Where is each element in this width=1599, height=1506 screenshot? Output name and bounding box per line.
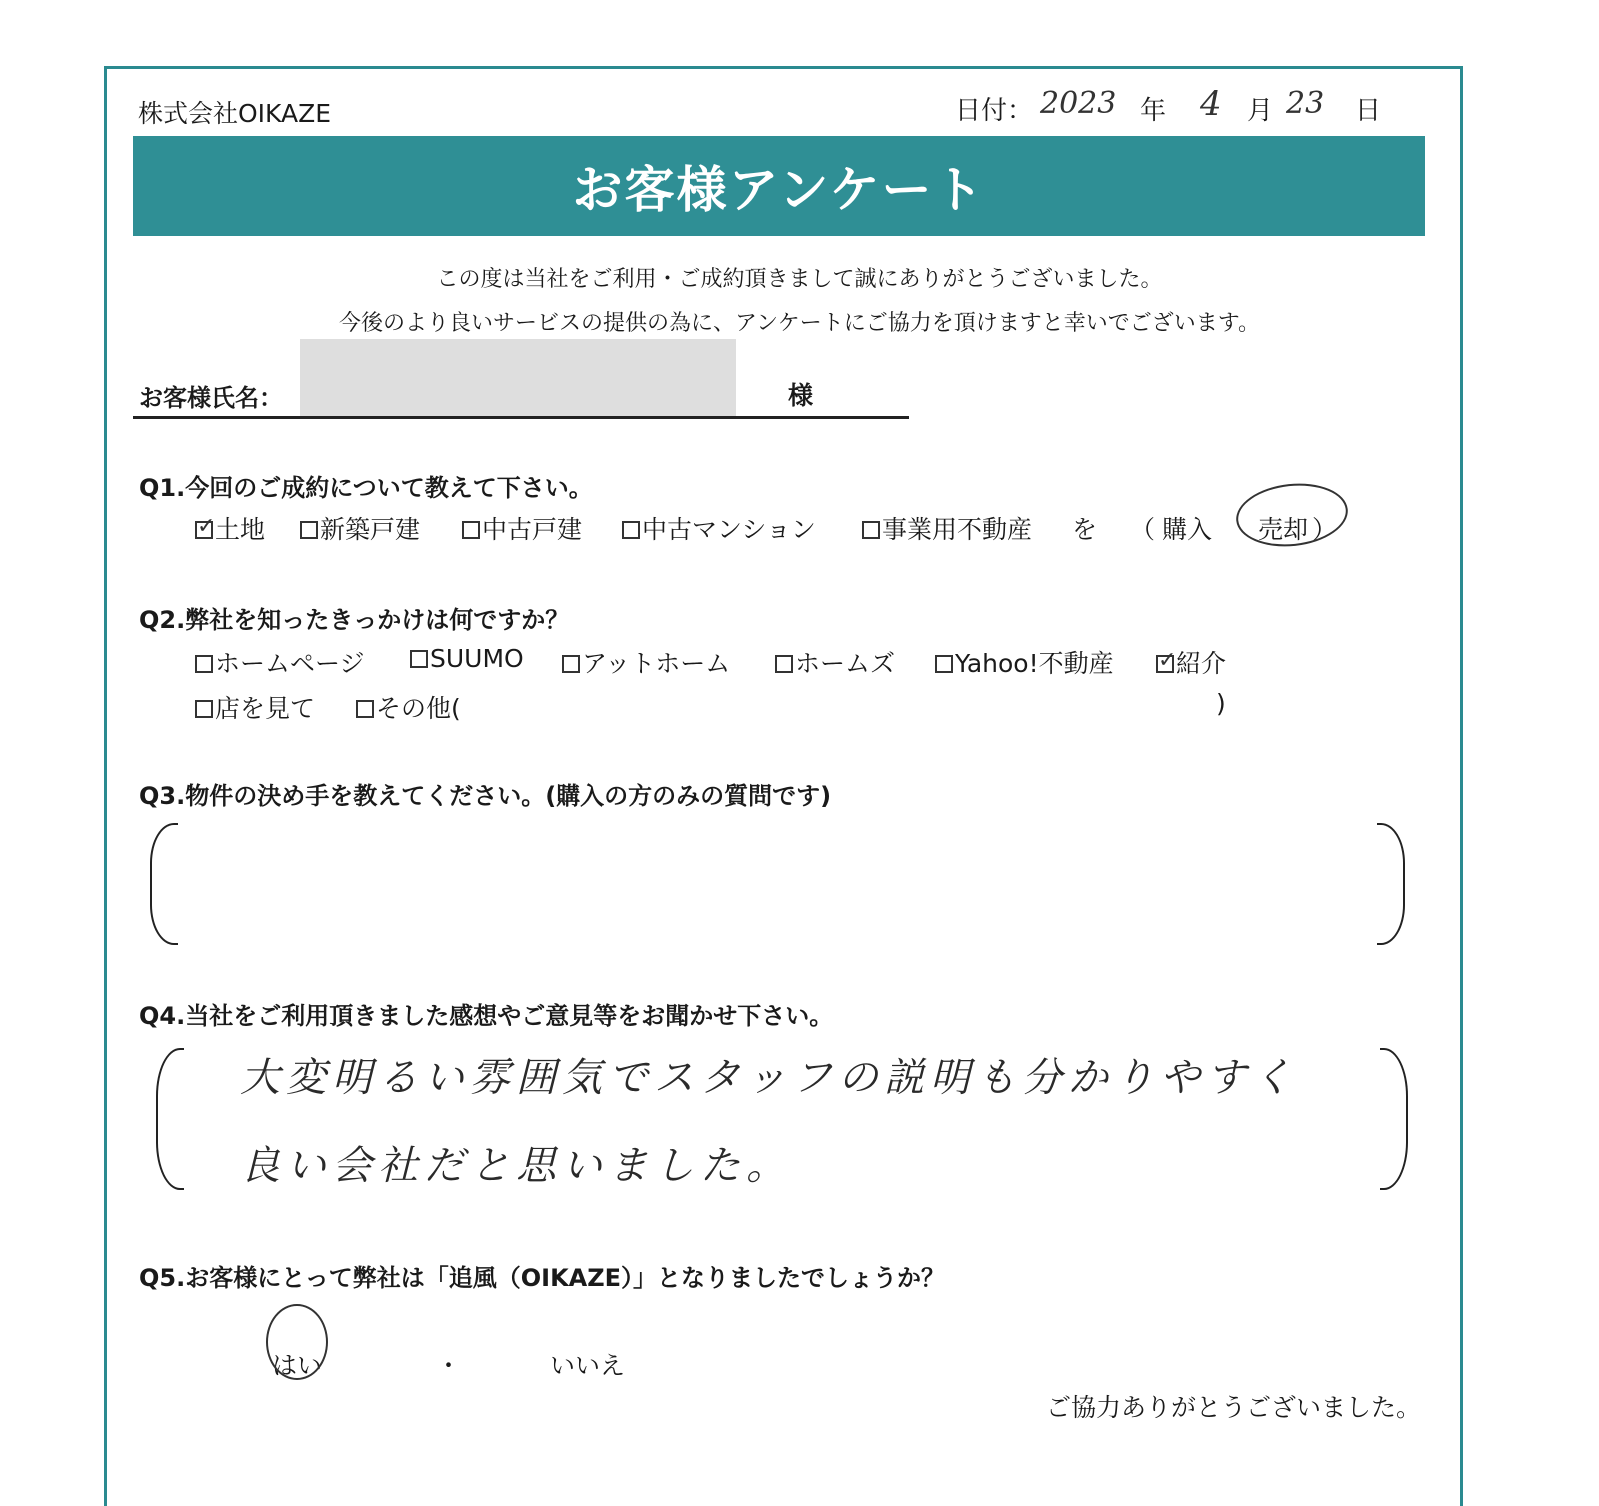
q1-option-used-mansion[interactable]: 中古マンション: [622, 510, 816, 546]
company-name: 株式会社OIKAZE: [138, 99, 332, 128]
q1-open-paren: （: [1130, 515, 1156, 544]
customer-name-redacted: [300, 339, 736, 418]
checkbox[interactable]: [410, 650, 428, 668]
q3-title: Q3.物件の決め手を教えてください。(購入の方のみの質問です): [139, 782, 832, 810]
footer-thanks: ご協力ありがとうございました。: [1046, 1393, 1422, 1422]
date-year: 2023: [1040, 86, 1117, 121]
date-month: 4: [1200, 84, 1222, 124]
title-banner: [133, 136, 1425, 236]
checkbox[interactable]: [562, 655, 580, 673]
q2-option-store[interactable]: 店を見て: [195, 689, 315, 725]
q5-no[interactable]: いいえ: [550, 1351, 626, 1380]
checkbox[interactable]: [775, 655, 793, 673]
q5-separator: ・: [436, 1351, 462, 1380]
date-label: 日付：: [955, 96, 1034, 126]
date-month-unit: 月: [1247, 96, 1274, 126]
q1-option-used-house[interactable]: 中古戸建: [462, 510, 582, 546]
q3-bracket-right: [1377, 823, 1405, 945]
customer-name-underline: [133, 416, 909, 419]
q3-bracket-left: [150, 823, 178, 945]
q4-bracket-left: [156, 1048, 184, 1190]
q4-answer-line-2: 良い会社だと思いました。: [240, 1143, 792, 1189]
q1-buy[interactable]: 購入: [1162, 515, 1213, 544]
q2-other-close-paren: ): [1216, 689, 1226, 718]
q2-option-homes[interactable]: ホームズ: [775, 644, 895, 680]
q5-yes[interactable]: はい: [272, 1351, 323, 1380]
checkbox[interactable]: [862, 521, 880, 539]
q1-sell[interactable]: 売却: [1258, 515, 1309, 544]
intro-line-2: 今後のより良いサービスの提供の為に、アンケートにご協力を頂けますと幸いでございます。: [339, 311, 1260, 336]
checkbox[interactable]: [300, 521, 318, 539]
checkbox[interactable]: [935, 655, 953, 673]
q5-title: Q5.お客様にとって弊社は「追風（OIKAZE）」となりましたでしょうか？: [139, 1264, 946, 1292]
q2-option-athome[interactable]: アットホーム: [562, 644, 730, 680]
q4-answer-line-1: 大変明るい雰囲気でスタッフの説明も分かりやすく: [240, 1055, 1298, 1101]
q2-title: Q2.弊社を知ったきっかけは何ですか？: [139, 606, 570, 634]
q2-option-suumo[interactable]: SUUMO: [410, 644, 524, 673]
date-day: 23: [1286, 86, 1325, 121]
checkbox[interactable]: [195, 655, 213, 673]
intro-line-1: この度は当社をご利用・ご成約頂きまして誠にありがとうございました。: [436, 267, 1163, 292]
checkbox[interactable]: [462, 521, 480, 539]
checkbox[interactable]: [195, 700, 213, 718]
q4-bracket-right: [1380, 1048, 1408, 1190]
checkbox[interactable]: [622, 521, 640, 539]
checkbox-checked[interactable]: [1156, 655, 1174, 673]
q1-option-new-house[interactable]: 新築戸建: [300, 510, 420, 546]
q2-option-homepage[interactable]: ホームページ: [195, 644, 365, 680]
customer-name-label: お客様氏名：: [139, 384, 283, 412]
q4-title: Q4.当社をご利用頂きました感想やご意見等をお聞かせ下さい。: [139, 1002, 834, 1030]
checkbox[interactable]: [356, 700, 374, 718]
date-year-unit: 年: [1140, 96, 1167, 126]
q1-wo: を: [1072, 515, 1098, 544]
q1-option-business[interactable]: 事業用不動産: [862, 510, 1032, 546]
q2-option-other[interactable]: その他(: [356, 689, 461, 725]
q5-yes-circle: [266, 1304, 328, 1380]
checkbox-checked[interactable]: [195, 521, 213, 539]
q2-option-yahoo[interactable]: Yahoo!不動産: [935, 644, 1114, 680]
q1-close-paren: ）: [1312, 515, 1338, 544]
page-title: お客様アンケート: [572, 161, 986, 219]
q1-option-land[interactable]: ✓土地: [195, 510, 265, 546]
customer-name-suffix: 様: [788, 381, 814, 410]
date-day-unit: 日: [1355, 96, 1382, 126]
q2-option-referral[interactable]: ✓ 紹介: [1156, 644, 1226, 680]
q1-title: Q1.今回のご成約について教えて下さい。: [139, 474, 593, 502]
